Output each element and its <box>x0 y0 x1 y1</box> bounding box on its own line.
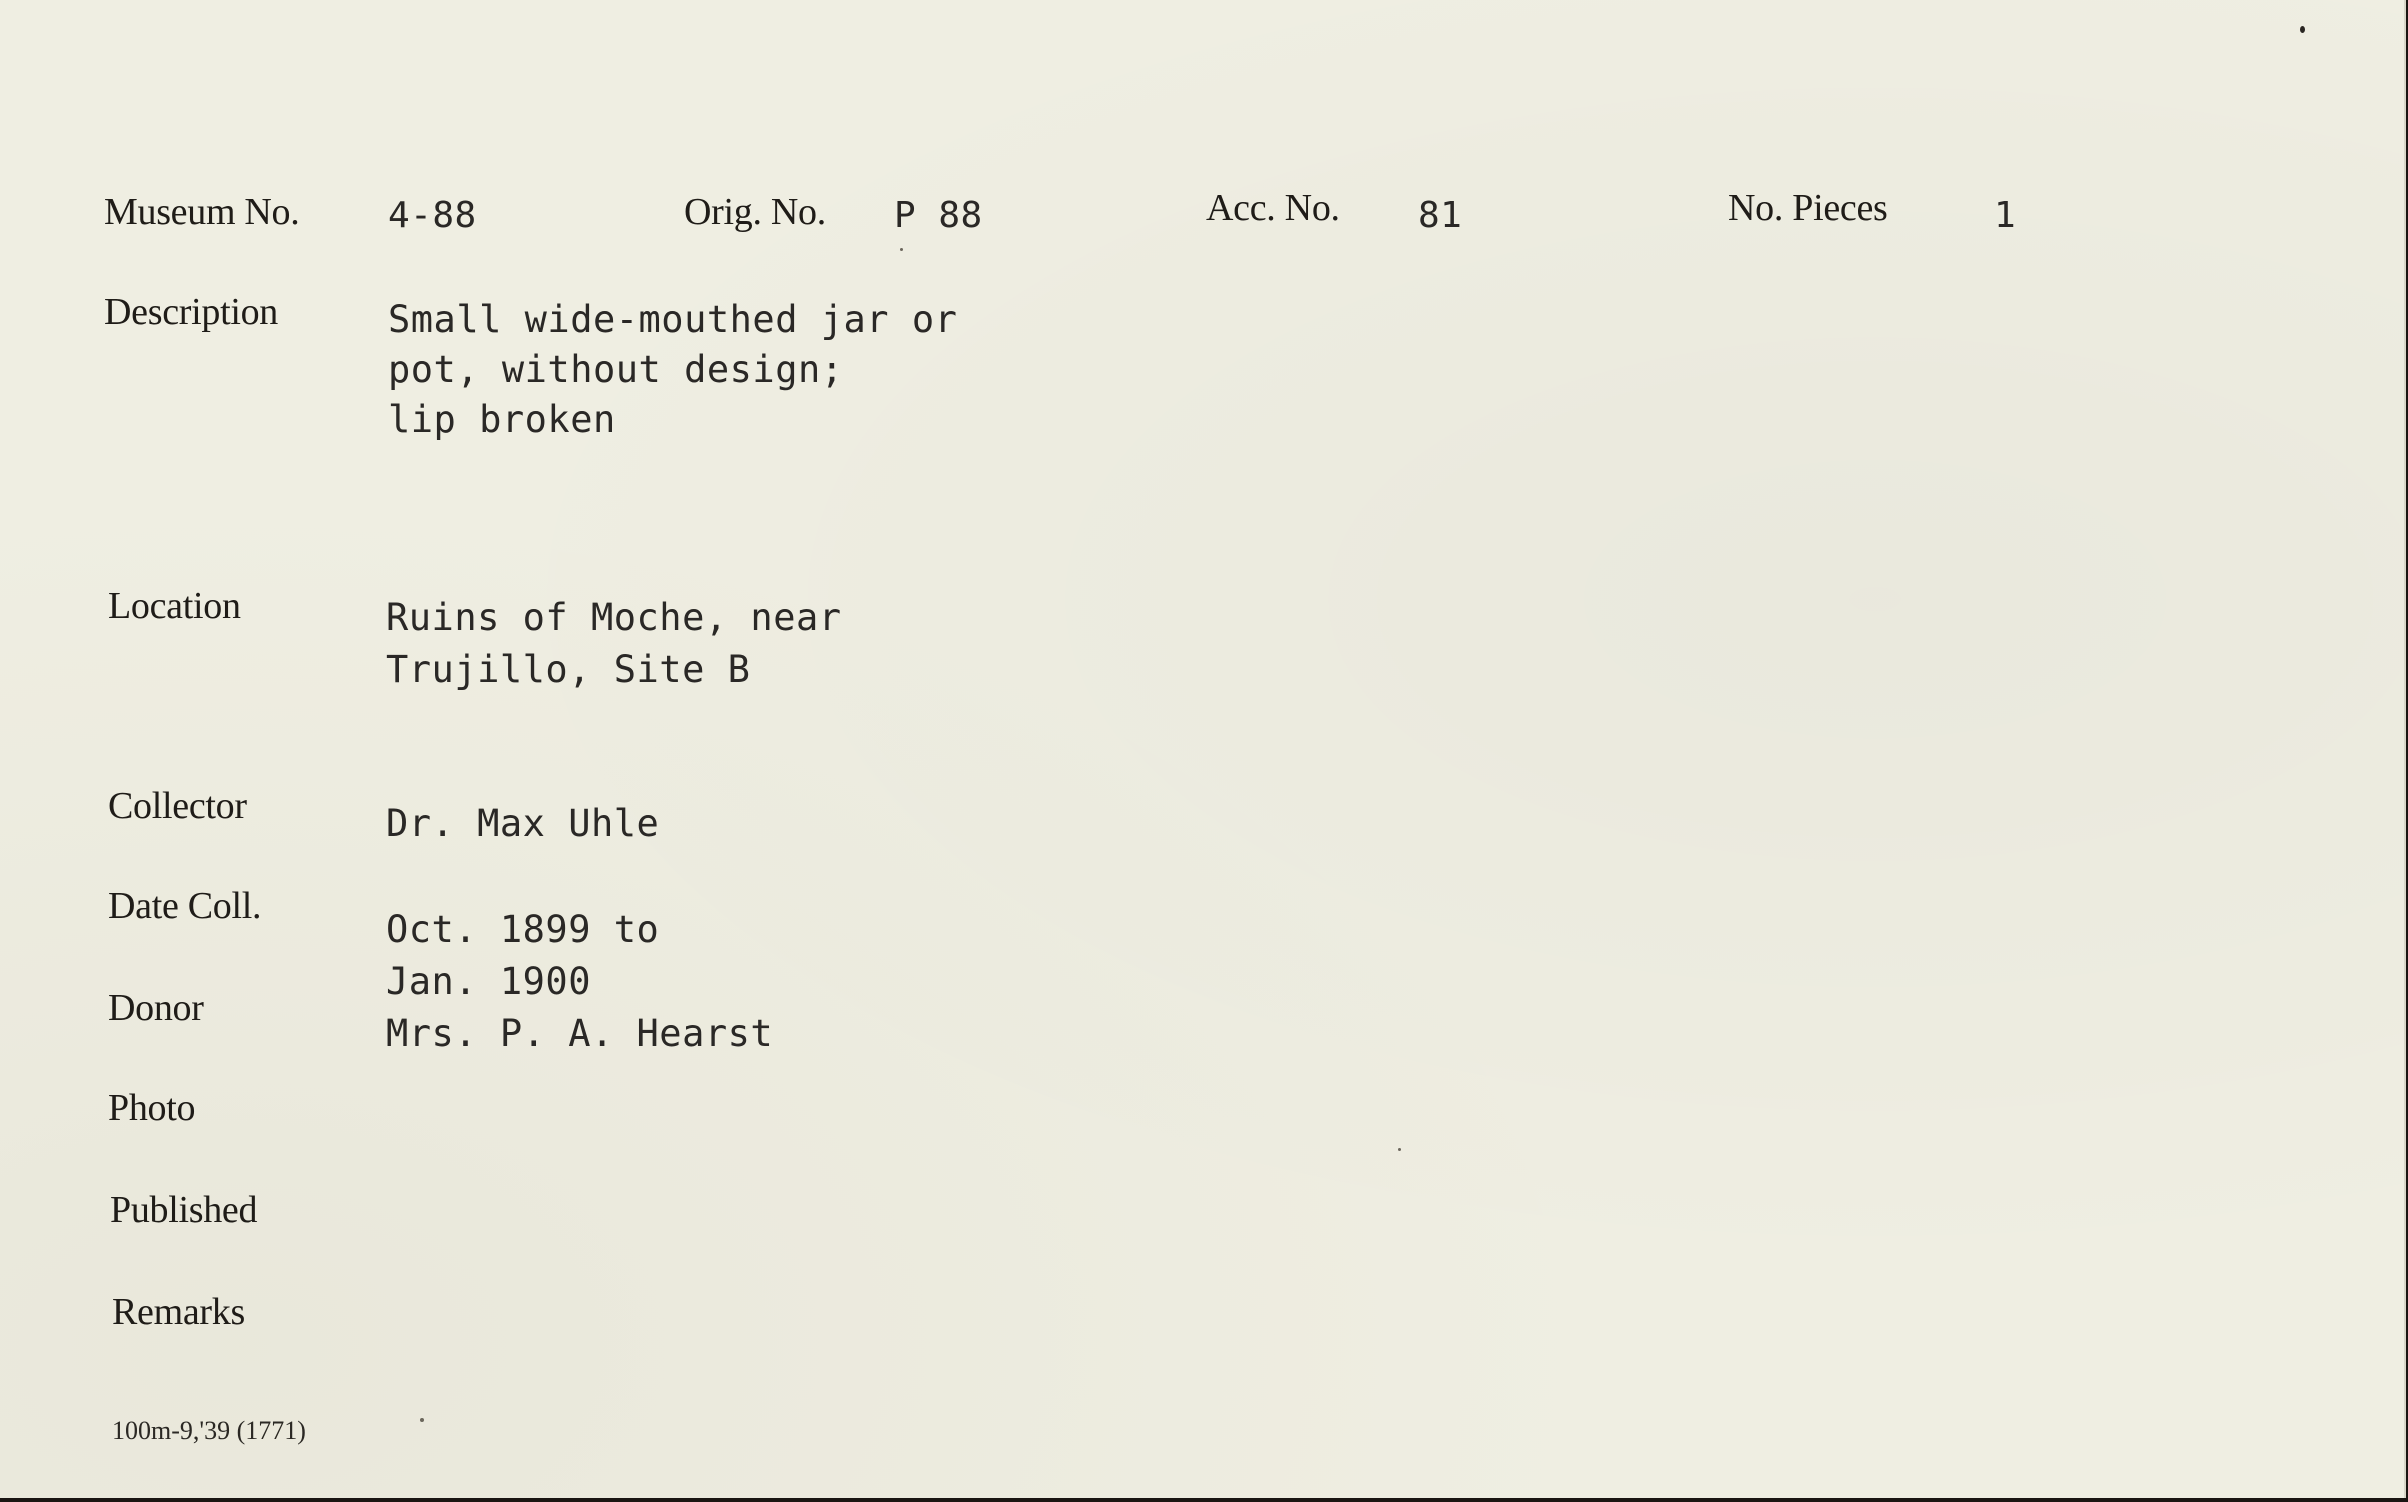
donor-value: Mrs. P. A. Hearst <box>386 1012 774 1055</box>
orig-no-label: Orig. No. <box>684 191 826 233</box>
description-line-2: pot, without design; <box>388 348 844 391</box>
date-coll-line-1: Oct. 1899 to <box>386 908 660 951</box>
paper-speck <box>420 1418 424 1422</box>
acc-no-value: 81 <box>1418 195 1463 236</box>
paper-speck <box>1398 1148 1401 1151</box>
remarks-label: Remarks <box>112 1291 245 1333</box>
description-label: Description <box>104 291 278 333</box>
museum-no-label: Museum No. <box>104 191 300 233</box>
paper-speck <box>900 248 903 251</box>
published-label: Published <box>110 1189 258 1231</box>
collector-label: Collector <box>108 785 247 827</box>
description-line-3: lip broken <box>388 398 616 441</box>
paper-speck <box>2300 26 2305 33</box>
acc-no-label: Acc. No. <box>1206 187 1340 229</box>
location-line-1: Ruins of Moche, near <box>386 596 842 639</box>
location-label: Location <box>108 585 241 627</box>
orig-no-value: P 88 <box>894 195 983 236</box>
no-pieces-value: 1 <box>1994 195 2017 236</box>
description-line-1: Small wide-mouthed jar or <box>388 298 958 341</box>
museum-no-value: 4-88 <box>388 195 477 236</box>
collector-value: Dr. Max Uhle <box>386 802 660 845</box>
no-pieces-label: No. Pieces <box>1728 187 1888 229</box>
donor-label: Donor <box>108 987 204 1029</box>
date-coll-line-2: Jan. 1900 <box>386 960 591 1003</box>
date-coll-label: Date Coll. <box>108 885 262 927</box>
print-code: 100m-9,'39 (1771) <box>112 1416 306 1445</box>
location-line-2: Trujillo, Site B <box>386 648 751 691</box>
photo-label: Photo <box>108 1087 196 1129</box>
